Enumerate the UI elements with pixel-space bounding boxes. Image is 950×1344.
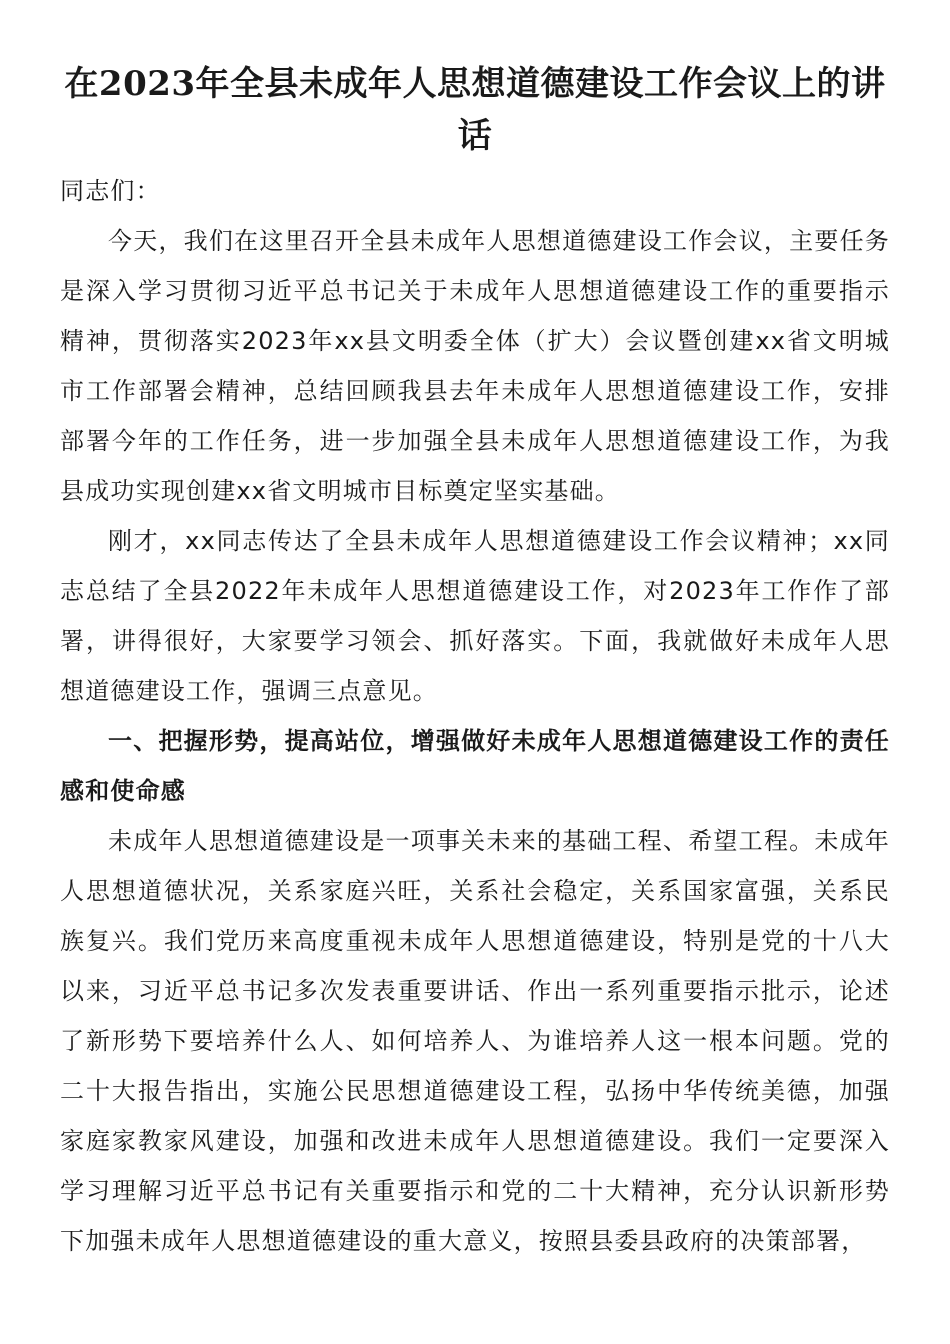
salutation: 同志们： — [60, 177, 161, 205]
document-title: 在2023年全县未成年人思想道德建设工作会议上的讲话 — [64, 64, 886, 156]
section-heading-1: 一、把握形势，提高站位，增强做好未成年人思想道德建设工作的责任感和使命感 — [60, 727, 890, 805]
paragraph-opening: 今天，我们在这里召开全县未成年人思想道德建设工作会议，主要任务是深入学习贯彻习近平总书记关于未成年人思想道德建设工作的重要指示精神，贯彻落实2023年xx县文明委全体（扩大）会议暨创建xx省文明城市工作部署会精神，总结回顾我县去年未成年人思想道德建设工作，安排部署今年的工作任务，进一步加强全县未成年人思想道德建设工作，为我县成功实现创建xx省文明城市目标奠定坚实基础。 — [60, 227, 890, 505]
section-1-paragraph: 未成年人思想道德建设是一项事关未来的基础工程、希望工程。未成年人思想道德状况，关系家庭兴旺，关系社会稳定，关系国家富强，关系民族复兴。我们党历来高度重视未成年人思想道德建设，特别是党的十八大以来，习近平总书记多次发表重要讲话、作出一系列重要指示批示，论述了新形势下要培养什么人、如何培养人、为谁培养人这一根本问题。党的二十大报告指出，实施公民思想道德建设工程，弘扬中华传统美德，加强家庭家教家风建设，加强和改进未成年人思想道德建设。我们一定要深入学习理解习近平总书记有关重要指示和党的二十大精神，充分认识新形势下加强未成年人思想道德建设的重大意义，按照县委县政府的决策部署， — [60, 827, 890, 1255]
paragraph-summary: 刚才，xx同志传达了全县未成年人思想道德建设工作会议精神；xx同志总结了全县2022年未成年人思想道德建设工作，对2023年工作作了部署，讲得很好，大家要学习领会、抓好落实。下面，我就做好未成年人思想道德建设工作，强调三点意见。 — [60, 527, 890, 705]
document-page — [60, 58, 890, 1266]
